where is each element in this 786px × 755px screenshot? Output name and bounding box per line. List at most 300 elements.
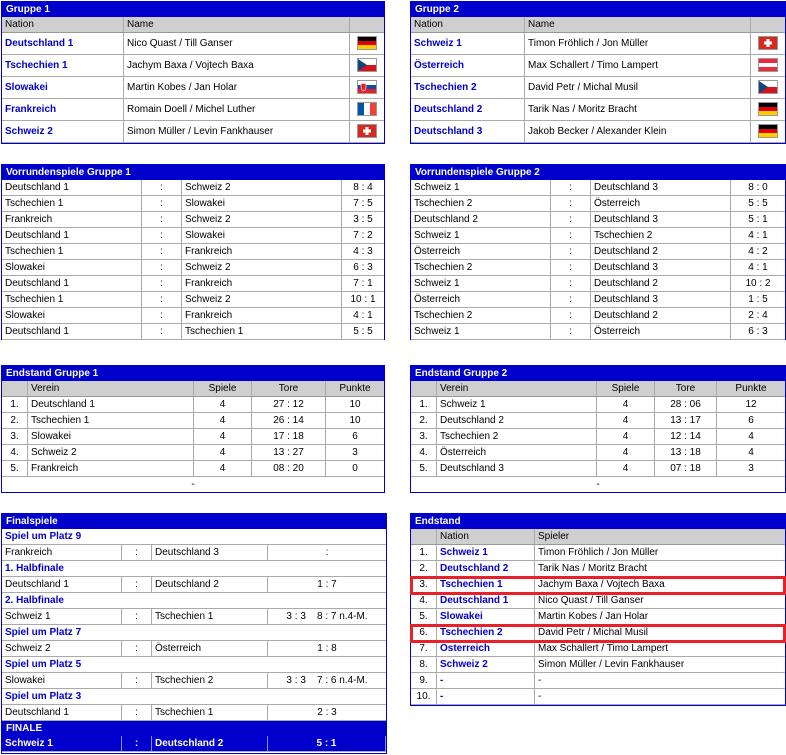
finalspiele-title: Finalspiele [2, 514, 386, 529]
player-names: Simon Müller / Levin Fankhauser [538, 659, 685, 670]
col-nation: Nation [437, 529, 535, 544]
nation-link[interactable]: Österreich [437, 641, 535, 656]
nation-link[interactable]: Österreich [411, 55, 525, 76]
de-flag-icon [758, 102, 778, 116]
nation-link[interactable]: Deutschland 1 [437, 593, 535, 608]
team-home: Schweiz 1 [2, 609, 122, 624]
match-row [411, 180, 785, 196]
team-home: Tschechien 1 [2, 292, 142, 307]
gruppe2-header-row [411, 17, 785, 33]
standing-row [2, 461, 384, 477]
player-names: Romain Doell / Michel Luther [124, 99, 350, 120]
cz-flag-icon [357, 58, 377, 72]
final-match-row [2, 577, 386, 593]
team-away: Deutschland 2 [591, 244, 731, 259]
team-away: Schweiz 2 [182, 292, 342, 307]
team-away: Österreich [152, 641, 268, 656]
match-row [2, 180, 384, 196]
separator: : [142, 212, 182, 227]
separator: : [142, 196, 182, 211]
team-home: Schweiz 2 [2, 641, 122, 656]
match-row [411, 260, 785, 276]
final-standing-row [411, 641, 785, 657]
goals: 17 : 18 [252, 429, 326, 444]
final-standing-row [411, 593, 785, 609]
separator: : [142, 324, 182, 339]
points: 0 [352, 463, 358, 474]
match-row [411, 212, 785, 228]
match-row [411, 196, 785, 212]
player-names: Jachym Baxa / Vojtech Baxa [124, 55, 350, 76]
match-row [411, 292, 785, 308]
rank: 6. [411, 625, 437, 640]
final-match-row [2, 609, 386, 625]
nation-link[interactable]: Tschechien 2 [437, 625, 535, 640]
points: 4 [748, 447, 754, 458]
separator: : [142, 180, 182, 195]
team-name: Schweiz 1 [437, 397, 597, 412]
games: 4 [597, 397, 655, 412]
gruppe2-title: Gruppe 2 [411, 2, 785, 17]
team-name: Deutschland 1 [28, 397, 194, 412]
standing-row [411, 445, 785, 461]
endstand2-footer: - [596, 479, 600, 490]
team-name: Schweiz 2 [28, 445, 194, 460]
final-standing-row [411, 561, 785, 577]
player-names: - [538, 675, 542, 686]
team-away: Deutschland 3 [591, 292, 731, 307]
team-away: Deutschland 2 [591, 276, 731, 291]
vorrunde2-title: Vorrundenspiele Gruppe 2 [411, 165, 785, 180]
team-home: Tschechien 2 [411, 260, 551, 275]
match-score: 8 : 0 [748, 182, 768, 193]
final-standing-row [411, 657, 785, 673]
flag-cell [350, 99, 384, 120]
team-away: Deutschland 3 [591, 180, 731, 195]
player-names: Simon Müller / Levin Fankhauser [124, 121, 350, 142]
final-standing-row [411, 577, 785, 593]
team-name: Frankreich [28, 461, 194, 476]
rank: 5. [411, 461, 437, 476]
team-home: Schweiz 1 [411, 276, 551, 291]
games: 4 [194, 397, 252, 412]
player-names: Martin Kobes / Jan Holar [124, 77, 350, 98]
nation-row [411, 121, 785, 143]
match-row [411, 324, 785, 340]
col-tore: Tore [252, 381, 326, 396]
cz-flag-icon [758, 80, 778, 94]
gruppe1-panel [1, 1, 385, 144]
separator: : [142, 276, 182, 291]
flag-cell [751, 77, 785, 98]
rank: 9. [411, 673, 437, 688]
separator: : [551, 324, 591, 339]
goals: 12 : 14 [655, 429, 717, 444]
match-score: : [325, 547, 329, 558]
match-score: 6 : 3 [748, 326, 768, 337]
match-score: 6 : 3 [353, 262, 373, 273]
nation-link[interactable]: Tschechien 2 [411, 77, 525, 98]
col-verein: Verein [437, 381, 597, 396]
match-row [2, 196, 384, 212]
team-away: Schweiz 2 [182, 260, 342, 275]
separator: : [142, 228, 182, 243]
final-standing-row [411, 625, 785, 641]
nation-link[interactable]: - [437, 673, 535, 688]
team-away: Frankreich [182, 308, 342, 323]
goals: 13 : 17 [655, 413, 717, 428]
match-score: 10 : 1 [350, 294, 376, 305]
team-home: Deutschland 1 [2, 705, 122, 720]
games: 4 [194, 445, 252, 460]
flag-cell [350, 77, 384, 98]
rank: 8. [411, 657, 437, 672]
standing-row [2, 413, 384, 429]
rank: 1. [411, 397, 437, 412]
separator: : [551, 244, 591, 259]
nation-row [2, 55, 384, 77]
team-away: Slowakei [182, 228, 342, 243]
team-home: Schweiz 1 [411, 324, 551, 339]
separator: : [122, 609, 152, 624]
team-home: Österreich [411, 292, 551, 307]
nation-link[interactable]: Schweiz 1 [437, 545, 535, 560]
goals: 26 : 14 [252, 413, 326, 428]
nation-link[interactable]: Deutschland 3 [411, 121, 525, 142]
endstand1-footer: - [191, 479, 195, 490]
col-name: Name [525, 17, 751, 32]
endstand1-panel [1, 365, 385, 493]
final-standing-row [411, 673, 785, 689]
nation-row [2, 33, 384, 55]
rank: 10. [411, 689, 437, 704]
team-name: Slowakei [28, 429, 194, 444]
flag-cell [350, 121, 384, 142]
match-score: 3 : 5 [353, 214, 373, 225]
points: 4 [748, 431, 754, 442]
endstand-title: Endstand [411, 514, 785, 529]
match-score: 2 : 3 [317, 707, 337, 718]
team-away: Deutschland 3 [152, 545, 268, 560]
separator: : [142, 244, 182, 259]
player-names: David Petr / Michal Musil [525, 77, 751, 98]
match-score: 3 : 3 7 : 6 n.4-M. [286, 675, 368, 686]
team-home: Slowakei [2, 673, 122, 688]
nation-link[interactable]: Deutschland 1 [2, 33, 124, 54]
points: 10 [349, 415, 361, 426]
team-home: Schweiz 1 [411, 180, 551, 195]
player-names: David Petr / Michal Musil [538, 627, 649, 638]
match-row [411, 244, 785, 260]
match-row [2, 292, 384, 308]
nation-link[interactable]: - [437, 689, 535, 704]
endstand2-panel [410, 365, 786, 493]
separator: : [122, 641, 152, 656]
final-section-title[interactable]: Spiel um Platz 7 [2, 625, 386, 641]
rank: 2. [411, 413, 437, 428]
nation-row [411, 55, 785, 77]
final-match-row [2, 705, 386, 721]
rank: 1. [2, 397, 28, 412]
standing-row [2, 429, 384, 445]
separator: : [122, 577, 152, 592]
match-score: 4 : 1 [748, 262, 768, 273]
match-score: 2 : 4 [748, 310, 768, 321]
team-name: Deutschland 2 [437, 413, 597, 428]
match-score: 5 : 1 [268, 736, 386, 751]
endstand2-header-row [411, 381, 785, 397]
games: 4 [597, 445, 655, 460]
separator: : [551, 260, 591, 275]
flag-cell [751, 99, 785, 120]
goals: 07 : 18 [655, 461, 717, 476]
match-score: 8 : 4 [353, 182, 373, 193]
col-spieler: Spieler [538, 531, 570, 542]
standing-row [411, 461, 785, 477]
final-standing-row [411, 609, 785, 625]
nation-row [411, 77, 785, 99]
match-score: 4 : 2 [748, 246, 768, 257]
vorrunde2-panel [410, 164, 786, 340]
rank: 4. [2, 445, 28, 460]
games: 4 [597, 461, 655, 476]
games: 4 [194, 461, 252, 476]
team-home: Deutschland 1 [2, 324, 142, 339]
nation-link[interactable]: Schweiz 1 [411, 33, 525, 54]
match-row [411, 228, 785, 244]
flag-cell [751, 33, 785, 54]
player-names: Timon Fröhlich / Jon Müller [525, 33, 751, 54]
team-away: Schweiz 2 [182, 212, 342, 227]
team-home: Deutschland 1 [2, 276, 142, 291]
team-away: Tschechien 1 [152, 609, 268, 624]
match-score: 5 : 5 [748, 198, 768, 209]
points: 10 [349, 399, 361, 410]
goals: 28 : 06 [655, 397, 717, 412]
match-score: 3 : 3 8 : 7 n.4-M. [286, 611, 368, 622]
team-home: Schweiz 1 [2, 736, 122, 751]
endstand1-header-row [2, 381, 384, 397]
standing-row [411, 413, 785, 429]
col-punkte: Punkte [735, 383, 767, 394]
col-tore: Tore [655, 381, 717, 396]
match-row [2, 260, 384, 276]
match-score: 1 : 8 [317, 643, 337, 654]
team-away: Tschechien 1 [182, 324, 342, 339]
games: 4 [597, 413, 655, 428]
rank: 1. [411, 545, 437, 560]
rank: 7. [411, 641, 437, 656]
separator: : [551, 228, 591, 243]
match-score: 1 : 7 [317, 579, 337, 590]
nation-row [2, 77, 384, 99]
team-home: Tschechien 1 [2, 196, 142, 211]
points: 3 [352, 447, 358, 458]
player-names: Jachym Baxa / Vojtech Baxa [538, 579, 665, 590]
team-home: Deutschland 2 [411, 212, 551, 227]
goals: 08 : 20 [252, 461, 326, 476]
separator: : [551, 308, 591, 323]
team-away: Tschechien 1 [152, 705, 268, 720]
team-home: Tschechien 2 [411, 196, 551, 211]
goals: 13 : 27 [252, 445, 326, 460]
match-score: 5 : 5 [353, 326, 373, 337]
team-away: Deutschland 2 [152, 577, 268, 592]
standing-row [411, 397, 785, 413]
match-score: 7 : 5 [353, 198, 373, 209]
separator: : [551, 196, 591, 211]
final-section-title[interactable]: 2. Halbfinale [2, 593, 386, 609]
goals: 27 : 12 [252, 397, 326, 412]
match-row [2, 276, 384, 292]
separator: : [551, 212, 591, 227]
gruppe2-panel [410, 1, 786, 144]
team-home: Tschechien 1 [2, 244, 142, 259]
nation-row [2, 99, 384, 121]
player-names: Tarik Nas / Moritz Bracht [538, 563, 647, 574]
goals: 13 : 18 [655, 445, 717, 460]
rank: 3. [411, 577, 437, 592]
finalspiele-panel [1, 513, 387, 754]
team-name: Österreich [437, 445, 597, 460]
team-home: Deutschland 1 [2, 228, 142, 243]
team-away: Deutschland 3 [591, 212, 731, 227]
vorrunde1-panel [1, 164, 385, 340]
fr-flag-icon [357, 102, 377, 116]
col-spiele: Spiele [597, 381, 655, 396]
separator: : [122, 705, 152, 720]
player-names: Timon Fröhlich / Jon Müller [538, 547, 659, 558]
final-match-row [2, 641, 386, 657]
standing-row [2, 397, 384, 413]
team-away: Deutschland 2 [591, 308, 731, 323]
endstand-header-row [411, 529, 785, 545]
gruppe1-title: Gruppe 1 [2, 2, 384, 17]
games: 4 [597, 429, 655, 444]
standing-row [411, 429, 785, 445]
nation-link[interactable]: Tschechien 1 [2, 55, 124, 76]
separator: : [122, 736, 152, 751]
separator: : [142, 308, 182, 323]
nation-row [411, 33, 785, 55]
team-name: Tschechien 1 [28, 413, 194, 428]
match-score: 7 : 2 [353, 230, 373, 241]
nation-link[interactable]: Tschechien 1 [437, 577, 535, 592]
nation-link[interactable]: Slowakei [2, 77, 124, 98]
match-row [2, 212, 384, 228]
team-home: Deutschland 1 [2, 180, 142, 195]
separator: : [142, 260, 182, 275]
match-row [2, 228, 384, 244]
nation-link[interactable]: Deutschland 2 [411, 99, 525, 120]
points: 3 [748, 463, 754, 474]
points: 12 [745, 399, 757, 410]
team-home: Slowakei [2, 308, 142, 323]
final-section-title[interactable]: Spiel um Platz 9 [2, 529, 386, 545]
final-standing-row [411, 689, 785, 705]
ch-flag-icon [758, 36, 778, 50]
separator: : [142, 292, 182, 307]
match-row [411, 276, 785, 292]
flag-cell [350, 33, 384, 54]
col-punkte: Punkte [339, 383, 371, 394]
standing-row [2, 445, 384, 461]
nation-link[interactable]: Slowakei [437, 609, 535, 624]
separator: : [122, 673, 152, 688]
rank: 2. [2, 413, 28, 428]
gruppe1-header-row [2, 17, 384, 33]
player-names: Jakob Becker / Alexander Klein [525, 121, 751, 142]
team-home: Schweiz 1 [411, 228, 551, 243]
team-home: Deutschland 1 [2, 577, 122, 592]
col-spiele: Spiele [194, 381, 252, 396]
match-score: 10 : 2 [745, 278, 771, 289]
player-names: Nico Quast / Till Ganser [124, 33, 350, 54]
separator: : [551, 292, 591, 307]
match-score: 7 : 1 [353, 278, 373, 289]
final-standing-row [411, 545, 785, 561]
nation-row [411, 99, 785, 121]
final-section-title[interactable]: 1. Halbfinale [2, 561, 386, 577]
nation-link[interactable]: Deutschland 2 [437, 561, 535, 576]
team-away: Slowakei [182, 196, 342, 211]
endstand2-title: Endstand Gruppe 2 [411, 366, 785, 381]
team-away: Deutschland 3 [591, 260, 731, 275]
team-away: Frankreich [182, 244, 342, 259]
separator: : [551, 180, 591, 195]
team-away: Österreich [591, 196, 731, 211]
rank: 2. [411, 561, 437, 576]
nation-link[interactable]: Schweiz 2 [437, 657, 535, 672]
team-home: Slowakei [2, 260, 142, 275]
nation-link[interactable]: Frankreich [2, 99, 124, 120]
rank: 4. [411, 445, 437, 460]
rank: 3. [2, 429, 28, 444]
match-row [2, 324, 384, 340]
player-names: Tarik Nas / Moritz Bracht [525, 99, 751, 120]
team-away: Tschechien 2 [591, 228, 731, 243]
games: 4 [194, 429, 252, 444]
rank: 5. [2, 461, 28, 476]
team-away: Schweiz 2 [182, 180, 342, 195]
final-section-title[interactable]: Spiel um Platz 3 [2, 689, 386, 705]
ch-flag-icon [357, 124, 377, 138]
match-score: 4 : 1 [748, 230, 768, 241]
final-match-row [2, 545, 386, 561]
player-names: Martin Kobes / Jan Holar [538, 611, 649, 622]
match-score: 5 : 1 [748, 214, 768, 225]
player-names: Max Schallert / Timo Lampert [538, 643, 669, 654]
finale-match-row [2, 736, 386, 752]
rank: 5. [411, 609, 437, 624]
col-verein: Verein [28, 381, 194, 396]
col-nation: Nation [2, 17, 124, 32]
endstand1-title: Endstand Gruppe 1 [2, 366, 384, 381]
team-away: Österreich [591, 324, 731, 339]
nation-row [2, 121, 384, 143]
team-name: Deutschland 3 [437, 461, 597, 476]
player-names: Nico Quast / Till Ganser [538, 595, 644, 606]
match-score: 4 : 3 [353, 246, 373, 257]
match-row [2, 308, 384, 324]
flag-cell [751, 55, 785, 76]
final-section-title[interactable]: Spiel um Platz 5 [2, 657, 386, 673]
flag-cell [751, 121, 785, 142]
nation-link[interactable]: Schweiz 2 [2, 121, 124, 142]
player-names: - [538, 691, 542, 702]
player-names: Max Schallert / Timo Lampert [525, 55, 751, 76]
team-home: Österreich [411, 244, 551, 259]
